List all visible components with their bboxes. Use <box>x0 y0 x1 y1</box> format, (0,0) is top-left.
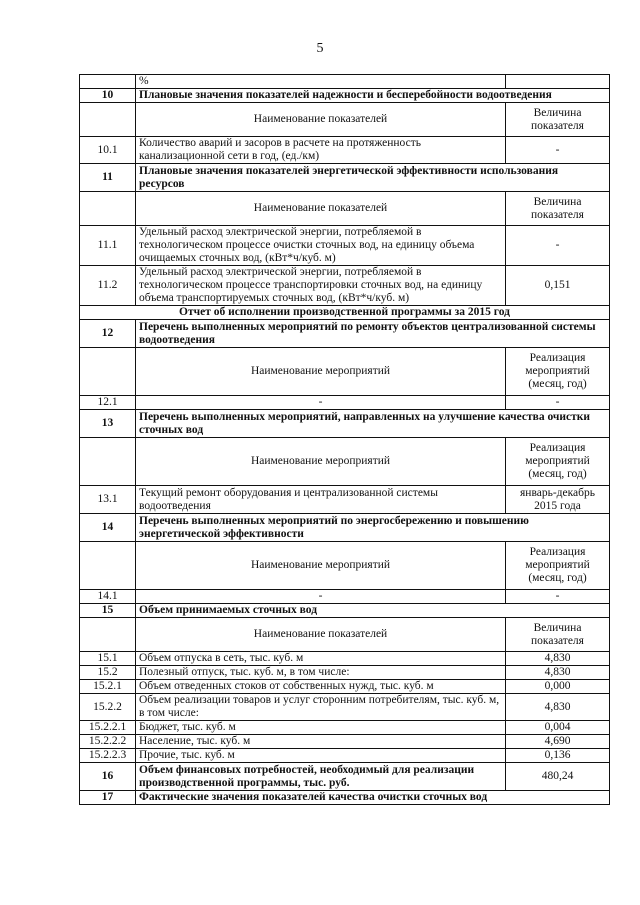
table-row <box>80 137 610 164</box>
table-row <box>80 791 610 805</box>
column-header-name: Наименование показателей <box>136 618 506 652</box>
row-number: 15.2.1 <box>80 680 136 694</box>
table-row <box>80 542 610 590</box>
table-row <box>80 721 610 735</box>
report-title: Отчет об исполнении производственной программы за 2015 год <box>80 306 610 320</box>
row-description: - <box>136 396 506 410</box>
table-row <box>80 103 610 137</box>
column-header-name: Наименование мероприятий <box>136 348 506 396</box>
row-description: Количество аварий и засоров в расчете на протяженность канализационной сети в год, (ед./км) <box>136 137 506 164</box>
table-row <box>80 604 610 618</box>
table-row <box>80 486 610 514</box>
column-header-name: Наименование мероприятий <box>136 542 506 590</box>
empty-cell <box>80 103 136 137</box>
section-number: 14 <box>80 514 136 542</box>
table-row <box>80 618 610 652</box>
row-description: Удельный расход электрической энергии, потребляемой в технологическом процессе транспортировки сточных вод, на единицу объема транспортируемых сточных вод, (кВт*ч/куб. м) <box>136 266 506 306</box>
table-row <box>80 590 610 604</box>
table-row <box>80 396 610 410</box>
table-row <box>80 735 610 749</box>
column-header-value: Величина показателя <box>506 618 610 652</box>
row-description: Объем отпуска в сеть, тыс. куб. м <box>136 652 506 666</box>
row-description: Удельный расход электрической энергии, потребляемой в технологическом процессе очистки сточных вод, на единицу объема очищаемых сточных вод, (кВт*ч/куб. м) <box>136 226 506 266</box>
row-value: 0,004 <box>506 721 610 735</box>
column-header-value: Реализация мероприятий (месяц, год) <box>506 542 610 590</box>
section-title: Перечень выполненных мероприятий по ремонту объектов централизованной системы водоотведения <box>136 320 610 348</box>
row-value: - <box>506 226 610 266</box>
row-description: Объем реализации товаров и услуг сторонним потребителям, тыс. куб. м, в том числе: <box>136 694 506 721</box>
section-number: 11 <box>80 164 136 192</box>
table-row <box>80 192 610 226</box>
row-number: 15.2.2.1 <box>80 721 136 735</box>
table-row <box>80 75 610 89</box>
row-number: 15.2.2.2 <box>80 735 136 749</box>
row-number: 10.1 <box>80 137 136 164</box>
row-value: - <box>506 137 610 164</box>
table-row <box>80 514 610 542</box>
section-number: 10 <box>80 89 136 103</box>
row-description: Прочие, тыс. куб. м <box>136 749 506 763</box>
section-title: Плановые значения показателей надежности и бесперебойности водоотведения <box>136 89 610 103</box>
empty-cell <box>80 438 136 486</box>
section-number: 13 <box>80 410 136 438</box>
row-value <box>506 75 610 89</box>
column-header-name: Наименование мероприятий <box>136 438 506 486</box>
row-value: 4,690 <box>506 735 610 749</box>
section-number: 15 <box>80 604 136 618</box>
row-number: 12.1 <box>80 396 136 410</box>
program-table <box>79 74 610 805</box>
row-number: 15.2.2.3 <box>80 749 136 763</box>
column-header-value: Величина показателя <box>506 103 610 137</box>
row-value: - <box>506 396 610 410</box>
row-value: 0,151 <box>506 266 610 306</box>
table-row <box>80 749 610 763</box>
row-value: - <box>506 590 610 604</box>
section-title: Объем принимаемых сточных вод <box>136 604 610 618</box>
table-row <box>80 348 610 396</box>
table-row <box>80 320 610 348</box>
table-row <box>80 89 610 103</box>
table-row <box>80 164 610 192</box>
section-title: Фактические значения показателей качества очистки сточных вод <box>136 791 610 805</box>
row-value: 4,830 <box>506 652 610 666</box>
section-number: 12 <box>80 320 136 348</box>
row-value: 480,24 <box>506 763 610 791</box>
row-description: % <box>136 75 506 89</box>
empty-cell <box>80 542 136 590</box>
table-row <box>80 438 610 486</box>
row-value: 4,830 <box>506 666 610 680</box>
empty-cell <box>80 618 136 652</box>
table-row <box>80 410 610 438</box>
column-header-name: Наименование показателей <box>136 103 506 137</box>
empty-cell <box>80 192 136 226</box>
row-description: Полезный отпуск, тыс. куб. м, в том числе: <box>136 666 506 680</box>
page-number: 5 <box>316 41 324 56</box>
section-title: Перечень выполненных мероприятий по энергосбережению и повышению энергетической эффективности <box>136 514 610 542</box>
row-number: 14.1 <box>80 590 136 604</box>
table-row <box>80 652 610 666</box>
row-description: Бюджет, тыс. куб. м <box>136 721 506 735</box>
column-header-value: Величина показателя <box>506 192 610 226</box>
table-row <box>80 306 610 320</box>
table-row <box>80 694 610 721</box>
row-number: 11.1 <box>80 226 136 266</box>
section-title: Плановые значения показателей энергетической эффективности использования ресурсов <box>136 164 610 192</box>
row-number: 15.2.2 <box>80 694 136 721</box>
row-number: 11.2 <box>80 266 136 306</box>
table-row <box>80 226 610 266</box>
row-value: январь-декабрь 2015 года <box>506 486 610 514</box>
row-value: 0,000 <box>506 680 610 694</box>
row-description: Население, тыс. куб. м <box>136 735 506 749</box>
table-row <box>80 763 610 791</box>
table-row <box>80 266 610 306</box>
column-header-value: Реализация мероприятий (месяц, год) <box>506 348 610 396</box>
row-description: Текущий ремонт оборудования и централизованной системы водоотведения <box>136 486 506 514</box>
empty-cell <box>80 348 136 396</box>
row-number: 16 <box>80 763 136 791</box>
row-number <box>80 75 136 89</box>
row-description: - <box>136 590 506 604</box>
column-header-value: Реализация мероприятий (месяц, год) <box>506 438 610 486</box>
row-number: 13.1 <box>80 486 136 514</box>
section-title: Перечень выполненных мероприятий, направленных на улучшение качества очистки сточных вод <box>136 410 610 438</box>
row-number: 15.2 <box>80 666 136 680</box>
column-header-name: Наименование показателей <box>136 192 506 226</box>
row-number: 15.1 <box>80 652 136 666</box>
row-value: 4,830 <box>506 694 610 721</box>
row-description: Объем отведенных стоков от собственных нужд, тыс. куб. м <box>136 680 506 694</box>
row-description: Объем финансовых потребностей, необходимый для реализации производственной программы, тыс. руб. <box>136 763 506 791</box>
table-row <box>80 666 610 680</box>
section-number: 17 <box>80 791 136 805</box>
row-value: 0,136 <box>506 749 610 763</box>
table-row <box>80 680 610 694</box>
